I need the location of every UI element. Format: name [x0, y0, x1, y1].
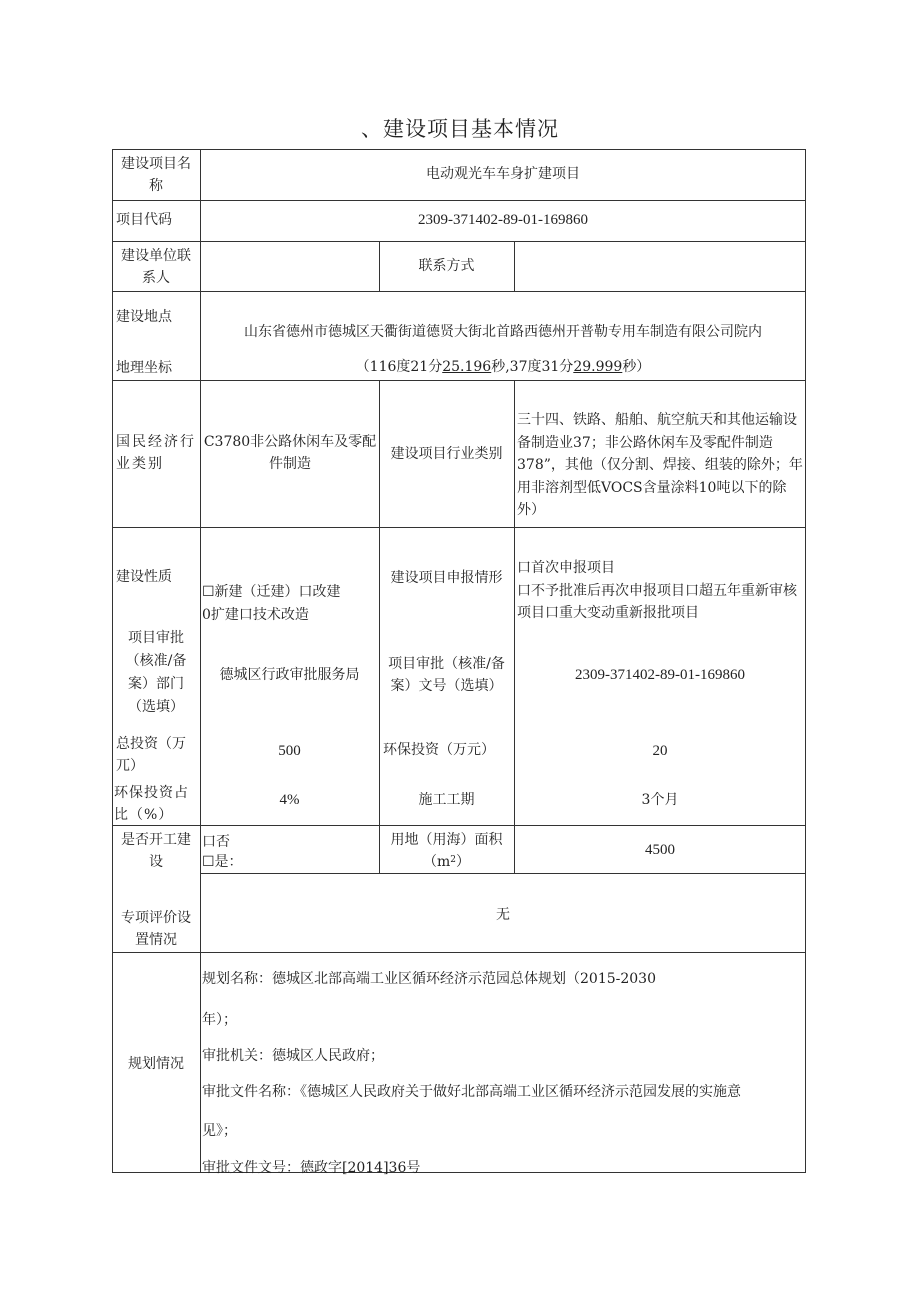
env-ratio-value: 4% [279, 792, 300, 808]
row-divider [112, 952, 806, 953]
coord-part: 秒,37度31分 [491, 359, 574, 375]
page-title: 、建设项目基本情况 [361, 117, 559, 141]
approval-doc-label: 项目审批（核准/备案）文号（选填） [388, 656, 505, 694]
row-divider [112, 380, 806, 381]
row-divider [112, 200, 806, 201]
project-name-label: 建设项目名称 [121, 156, 191, 194]
land-area-value: 4500 [645, 842, 675, 858]
land-area-close: ） [456, 854, 470, 870]
planning-label: 规划情况 [128, 1056, 184, 1072]
contact-person-label: 建设单位联系人 [121, 248, 191, 286]
row-divider [200, 873, 806, 874]
started-label: 是否开工建设 [121, 832, 191, 870]
table-border-top [112, 149, 806, 150]
row-divider [112, 291, 806, 292]
construction-nature-label: 建设性质 [116, 569, 172, 585]
contact-method-label: 联系方式 [418, 258, 475, 274]
nature-option-line2: 0扩建口技术改造 [202, 607, 309, 623]
report-option-first: 口首次申报项目 [517, 560, 615, 576]
coord-part: 秒） [622, 359, 651, 375]
planning-name: 规划名称：德城区北部高端工业区循环经济示范园总体规划（2015-2030 [202, 971, 656, 987]
project-code-label: 项目代码 [116, 212, 172, 228]
total-investment-value: 500 [278, 743, 301, 759]
construction-period-value: 3个月 [641, 792, 679, 808]
project-name-value: 电动观光车车身扩建项目 [426, 166, 580, 182]
industry-category-label: 建设项目行业类别 [390, 446, 503, 462]
total-investment-label: 总投资（万兀） [116, 736, 186, 774]
planning-doc-name-cont: 见》； [202, 1123, 237, 1139]
row-divider [112, 241, 806, 242]
location-address: 山东省德州市德城区天衢街道德贤大街北首路西德州开普勒专用车制造有限公司院内 [244, 324, 762, 340]
row-divider [112, 527, 806, 528]
coordinates-value [200, 356, 806, 378]
special-eval-value: 无 [496, 907, 510, 923]
nature-option-line1: ☐新建（迁建）口改建 [202, 584, 341, 600]
industry-value: C3780非公路休闲车及零配件制造 [203, 434, 377, 472]
approval-dept-value: 德城区行政审批服务局 [219, 667, 360, 683]
planning-doc-number: 审批文件文号：德政字[2014]36号 [202, 1160, 421, 1176]
land-area-label-text: 用地（用海）面积（m [390, 832, 503, 870]
env-investment-value: 20 [652, 743, 668, 759]
approval-dept-label: 项目审批（核准/备案）部门（选填） [125, 630, 187, 715]
row-divider [112, 825, 806, 826]
table-border-left [112, 149, 113, 1173]
location-label: 建设地点 [116, 309, 172, 325]
col-divider [200, 149, 201, 1173]
land-area-label [380, 829, 513, 873]
coord-part: 25.196 [442, 359, 492, 375]
report-situation-label: 建设项目申报情形 [390, 570, 503, 586]
project-info-table [112, 149, 806, 1176]
coordinates-label: 地理坐标 [116, 360, 172, 376]
planning-doc-name: 审批文件名称：《德城区人民政府关于做好北部高端工业区循环经济示范园发展的实施意 [202, 1084, 741, 1100]
industry-label: 国民经济行业类别 [116, 434, 196, 472]
construction-period-label: 施工工期 [418, 792, 475, 808]
env-investment-label: 环保投资（万元） [383, 742, 495, 758]
approval-doc-value: 2309-371402-89-01-169860 [575, 667, 745, 683]
planning-authority: 审批机关：德城区人民政府； [202, 1048, 384, 1064]
started-option-yes: ☐是： [202, 854, 243, 870]
coord-part: 29.999 [573, 359, 623, 375]
table-border-right [805, 149, 806, 1173]
industry-category-value: 三十四、铁路、船舶、航空航天和其他运输设备制造业37；非公路休闲车及零配件制造378”，其他（仅分割、焊接、组装的除外；年用非溶剂型低VOCS含量涂料10吨以下的除外） [517, 412, 803, 518]
coord-part: （116度21分 [355, 359, 443, 375]
col-divider [514, 241, 515, 291]
report-option-others: 口不予批准后再次申报项目口超五年重新审核项目口重大变动重新报批项目 [517, 583, 797, 621]
land-area-sup: 2 [450, 855, 456, 865]
started-option-no: 口否 [202, 834, 230, 850]
env-ratio-label: 环保投资占比（%） [114, 785, 189, 823]
special-eval-label: 专项评价设置情况 [121, 910, 191, 948]
project-code-value: 2309-371402-89-01-169860 [418, 212, 588, 228]
planning-name-cont: 年）； [202, 1012, 237, 1028]
